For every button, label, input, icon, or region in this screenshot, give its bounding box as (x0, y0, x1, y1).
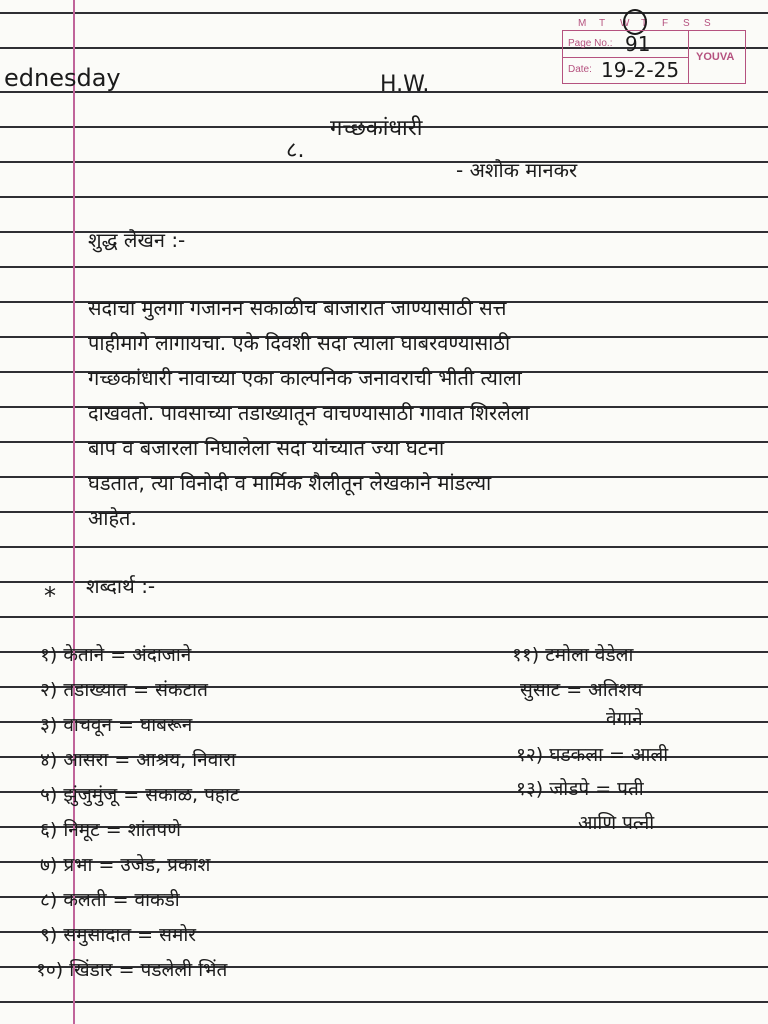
vocab-item-right: १२) घडकला = आली (516, 744, 669, 766)
vocab-item: १) केताने = अंदाजाने (40, 644, 192, 666)
vocab-item: ४) आसरा = आश्रय, निवारा (40, 749, 236, 771)
vocab-item: १०) खिंडार = पडलेली भिंत (36, 959, 228, 981)
day-letter: T (641, 18, 648, 29)
day-letter: F (662, 18, 669, 29)
vocab-item: ९) समुसादात = समोर (40, 924, 197, 946)
paragraph-line: दाखवतो. पावसाच्या तडाख्यातून वाचण्यासाठी गावात शिरलेला (88, 401, 530, 425)
homework-label: H.W. (380, 72, 430, 97)
paragraph-line: गच्छकांधारी नावाच्या एका काल्पनिक जनावराची भीती त्याला (88, 366, 522, 390)
section-heading: शुद्ध लेखन :- (88, 228, 186, 252)
day-letter: S (683, 18, 690, 29)
day-letter: W (620, 18, 630, 29)
vocab-item: ३) वाचवून = घाबरून (40, 714, 193, 736)
page-number-box (562, 30, 746, 84)
vocab-item: ५) झुंजुमुंजू = सकाळ, पहाट (40, 784, 240, 806)
vocab-item-right: १३) जोडपे = पती (516, 778, 644, 800)
brand-label: YOUVA (696, 51, 735, 63)
paragraph-line: घडतात, त्या विनोदी व मार्मिक शैलीतून लेखकाने मांडल्या (88, 471, 492, 495)
lesson-author: - अशोक मानकर (456, 158, 578, 182)
day-letter: T (599, 18, 606, 29)
day-letter: S (704, 18, 711, 29)
paragraph-line: सदाचा मुलगा गजानन सकाळीच बाजारात जाण्यासाठी सत्त (88, 296, 507, 320)
weekday-strip (578, 18, 725, 29)
vocab-item: ७) प्रभा = उजेड, प्रकाश (40, 854, 211, 876)
vocab-item-right: ११) टमोला वेडेला (512, 644, 634, 666)
paragraph-line: बाप व बजारला निघालेला सदा यांच्यात ज्या घटना (88, 436, 445, 460)
vocab-item: ६) निमूट = शांतपणे (40, 819, 181, 841)
vocab-item: २) तडाख्यात = संकटात (40, 679, 208, 701)
paragraph-line: आहेत. (88, 506, 137, 530)
lesson-title: गच्छकांधारी (330, 116, 423, 141)
lesson-number: ८. (286, 138, 305, 163)
paragraph-line: पाहीमागे लागायचा. एके दिवशी सदा त्याला घाबरवण्यासाठी (88, 331, 511, 355)
date-value: 19-2-25 (601, 58, 680, 82)
date-label: Date: (568, 64, 592, 75)
vocab-item: ८) कलती = वाकडी (40, 889, 180, 911)
vocab-heading: शब्दार्थ :- (86, 574, 156, 598)
asterisk-mark: * (44, 582, 56, 610)
page-no-label: Page No.: (568, 38, 613, 49)
weekday-text: ednesday (4, 64, 121, 92)
vocab-item-right: आणि पत्नी (578, 812, 655, 834)
vocab-item-right: सुसाट = अतिशय (520, 679, 643, 701)
vocab-item-right: वेगाने (606, 708, 643, 730)
page-no-value: 91 (625, 32, 651, 56)
day-letter: M (578, 18, 587, 29)
